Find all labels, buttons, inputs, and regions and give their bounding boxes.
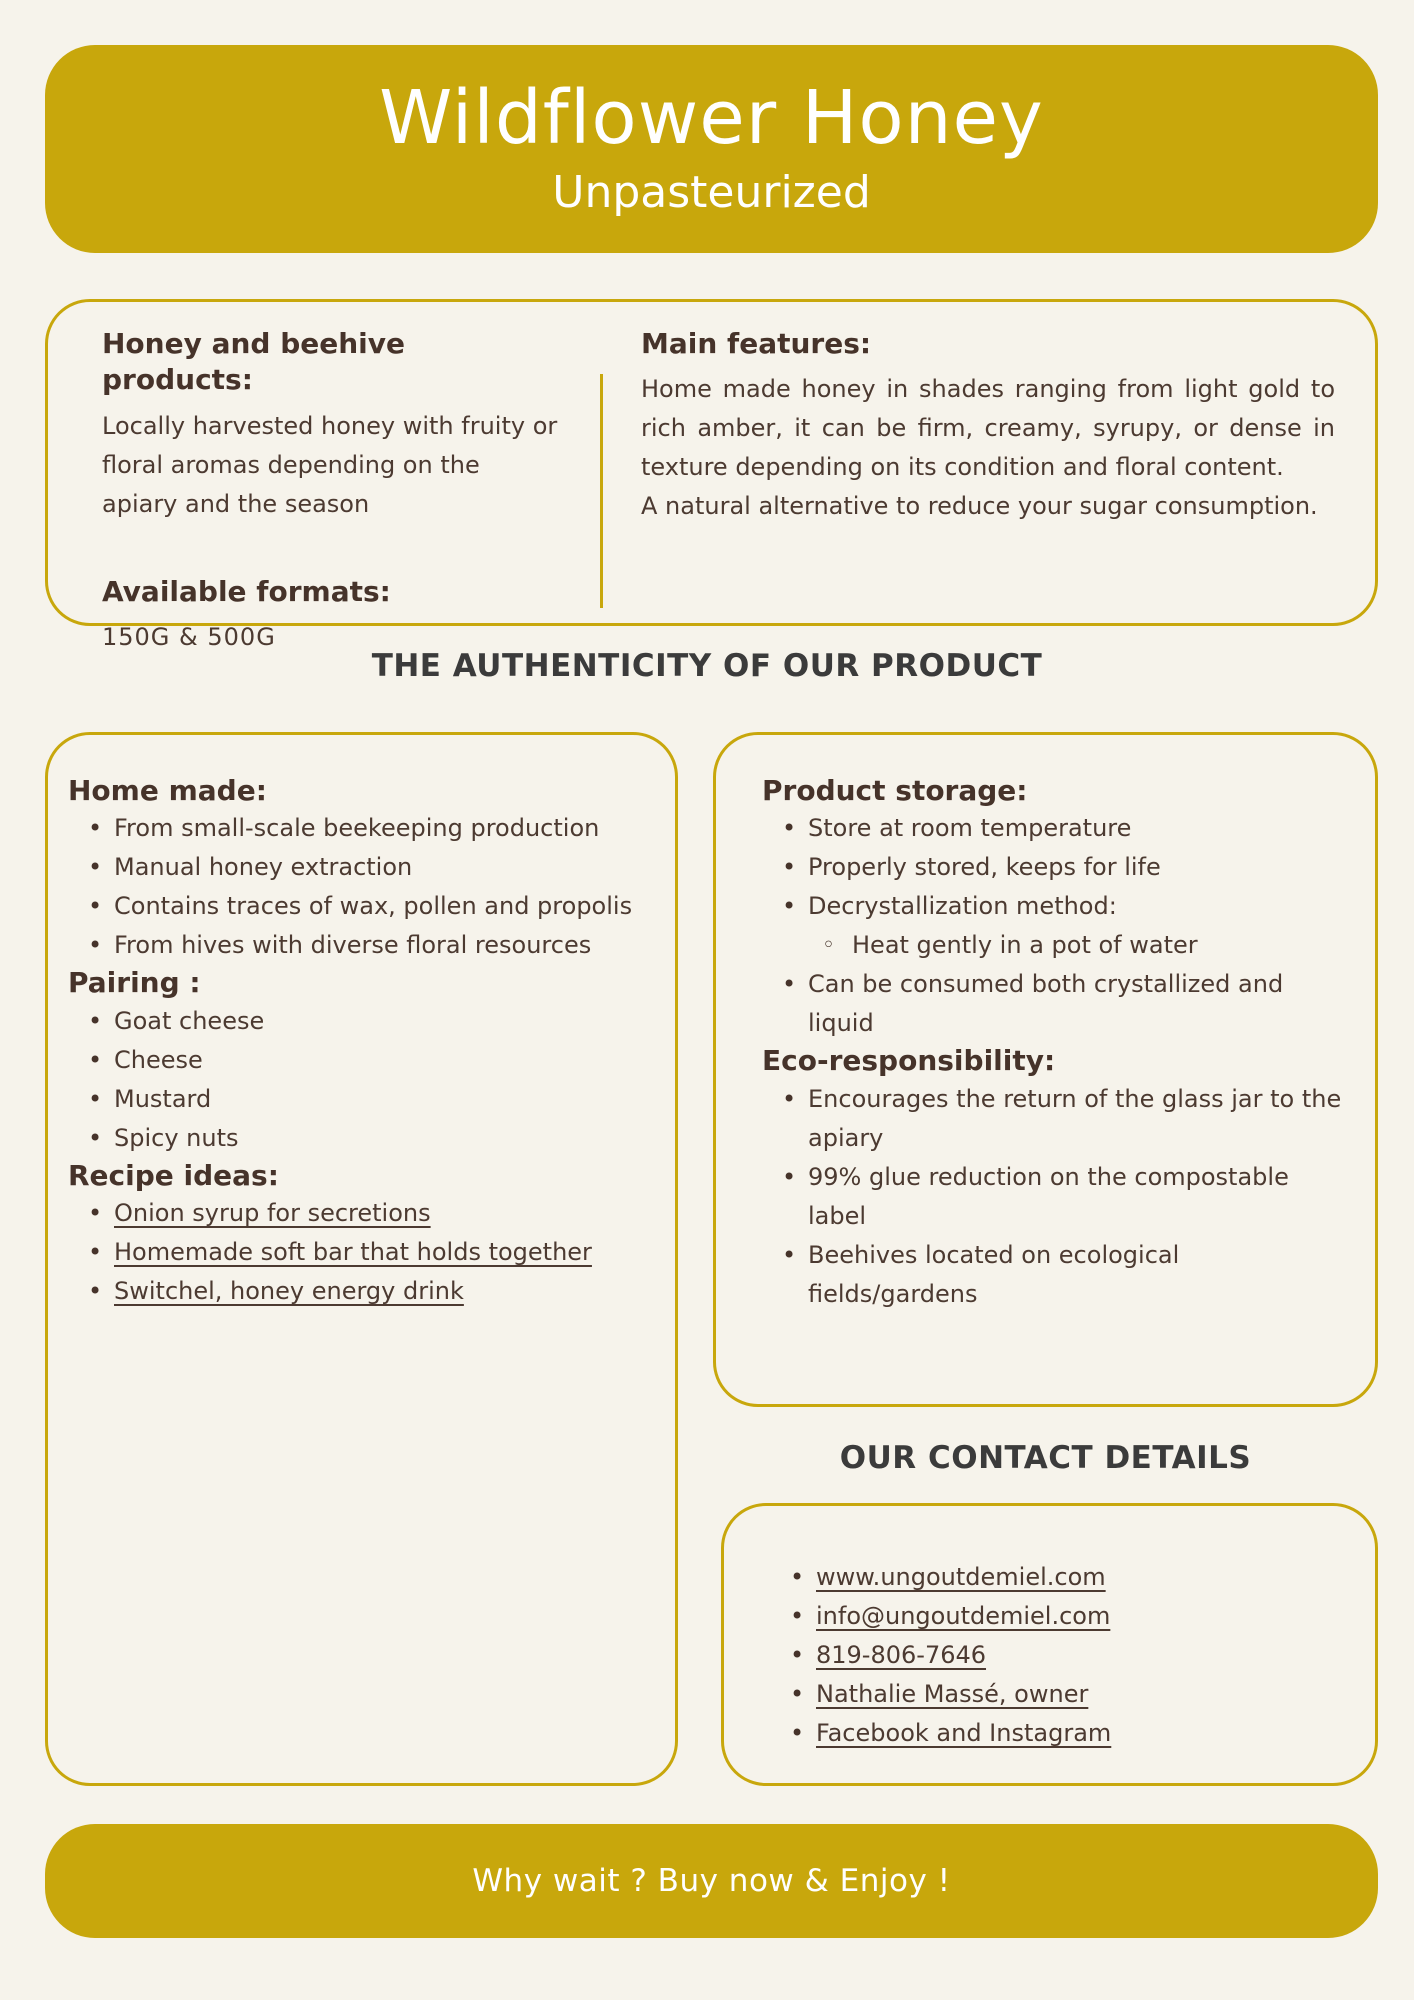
sub-list-item: ◦ Heat gently in a pot of water <box>808 926 1351 965</box>
eco-item-text: Encourages the return of the glass jar to the apiary <box>808 1084 1342 1152</box>
storage-item-text: Decrystallization method: <box>808 892 1117 921</box>
intro-right-column <box>641 326 1335 623</box>
home-made-item <box>68 809 655 848</box>
home-made-item <box>68 848 655 887</box>
main-features-body-2: A natural alternative to reduce your sugar consumption. <box>641 492 1318 521</box>
pairing-item-text: Spicy nuts <box>114 1123 239 1152</box>
pairing-item-text: Mustard <box>114 1084 212 1113</box>
eco-responsibility-heading: Eco-responsibility: <box>762 1044 1056 1078</box>
pairing-heading: Pairing : <box>68 966 201 1000</box>
contact-heading: OUR CONTACT DETAILS <box>839 1440 1252 1476</box>
pairing-item-text: Goat cheese <box>114 1006 265 1035</box>
product-subtitle: Unpasteurized <box>552 167 871 219</box>
product-storage-list <box>762 809 1351 1043</box>
eco-item-text: Beehives located on ecological fields/gardens <box>808 1240 1180 1308</box>
contact-link-text: Facebook and Instagram <box>816 1719 1112 1747</box>
eco-item <box>762 1158 1351 1236</box>
product-storage-heading: Product storage: <box>762 774 1028 807</box>
home-made-item-text: Contains traces of wax, pollen and propolis <box>114 892 633 921</box>
storage-item <box>762 809 1351 848</box>
contact-link-text: Nathalie Massé, owner <box>816 1680 1089 1708</box>
contact-link[interactable] <box>770 1714 1351 1753</box>
contact-link[interactable] <box>770 1636 1351 1675</box>
home-made-item <box>68 887 655 926</box>
recipe-link[interactable] <box>68 1272 655 1311</box>
contact-link[interactable] <box>770 1558 1351 1597</box>
recipe-link[interactable] <box>68 1194 655 1233</box>
intro-left-heading: Honey and beehive products: <box>102 327 406 397</box>
storage-item <box>762 887 1351 965</box>
recipe-link-text: Homemade soft bar that holds together <box>114 1238 592 1267</box>
main-features-heading: Main features: <box>641 327 872 360</box>
authenticity-right-box <box>713 732 1378 1407</box>
intro-left-column <box>102 326 562 652</box>
pairing-item <box>68 1002 655 1041</box>
storage-item-text: Properly stored, keeps for life <box>808 853 1161 882</box>
footer-cta: Why wait ? Buy now & Enjoy ! <box>472 1863 951 1899</box>
column-divider <box>600 374 603 608</box>
pairing-item <box>68 1119 655 1158</box>
pairing-item-text: Cheese <box>114 1045 203 1074</box>
pairing-list <box>68 1002 655 1158</box>
recipe-ideas-heading: Recipe ideas: <box>68 1158 279 1192</box>
contact-link-text: info@ungoutdemiel.com <box>816 1602 1111 1630</box>
storage-item-sublist <box>808 926 1351 965</box>
recipe-list <box>68 1194 655 1311</box>
authenticity-left-box <box>45 732 678 1786</box>
home-made-item-text: From hives with diverse floral resources <box>114 931 592 960</box>
home-made-heading: Home made: <box>68 774 267 807</box>
intro-box <box>45 299 1378 652</box>
product-title: Wildflower Honey <box>379 74 1044 161</box>
home-made-item-text: Manual honey extraction <box>114 853 413 882</box>
header-banner <box>45 45 1378 253</box>
main-features-body-1: Home made honey in shades ranging from light gold to rich amber, it can be firm, creamy, syrupy, or dense in texture depending on its condition and floral content. <box>641 375 1335 482</box>
storage-item-text: Store at room temperature <box>808 814 1132 843</box>
eco-item <box>762 1236 1351 1314</box>
footer-banner <box>45 1824 1378 1938</box>
contact-link-text: 819-806-7646 <box>816 1641 987 1669</box>
pairing-item <box>68 1080 655 1119</box>
home-made-list <box>68 809 655 965</box>
eco-item-text: 99% glue reduction on the compostable label <box>808 1162 1289 1230</box>
storage-item <box>762 965 1351 1043</box>
recipe-link[interactable] <box>68 1233 655 1272</box>
authenticity-heading: THE AUTHENTICITY OF OUR PRODUCT <box>371 648 1043 684</box>
recipe-link-text: Onion syrup for secretions <box>114 1199 431 1228</box>
formats-heading: Available formats: <box>102 574 391 608</box>
contact-link[interactable] <box>770 1597 1351 1636</box>
storage-item-text: Can be consumed both crystallized and liquid <box>808 970 1284 1038</box>
contact-box <box>721 1503 1378 1786</box>
contact-list <box>770 1558 1351 1753</box>
storage-item <box>762 848 1351 887</box>
home-made-item-text: From small-scale beekeeping production <box>114 814 600 843</box>
contact-link-text: www.ungoutdemiel.com <box>816 1563 1106 1591</box>
intro-left-body: Locally harvested honey with fruity or floral aromas depending on the apiary and the season <box>102 411 558 518</box>
home-made-item <box>68 926 655 965</box>
pairing-item <box>68 1041 655 1080</box>
contact-link[interactable] <box>770 1675 1351 1714</box>
eco-responsibility-list <box>762 1080 1351 1314</box>
eco-item <box>762 1080 1351 1158</box>
recipe-link-text: Switchel, honey energy drink <box>114 1277 464 1306</box>
formats-value: 150G & 500G <box>102 623 276 652</box>
